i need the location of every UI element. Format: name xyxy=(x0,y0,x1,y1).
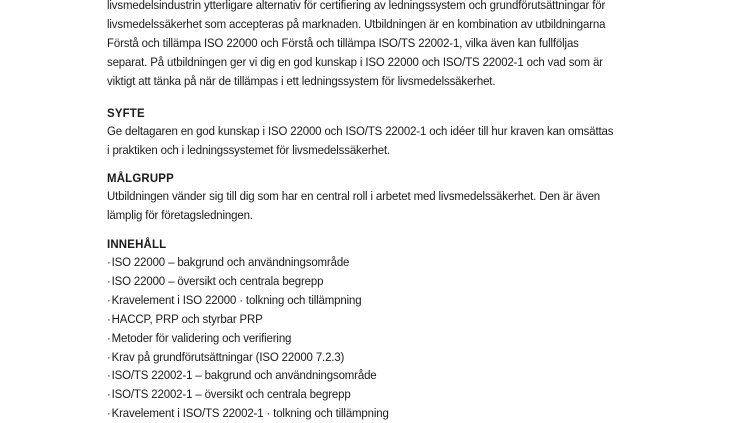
list-item xyxy=(107,329,600,348)
list-item xyxy=(107,253,600,272)
list-item xyxy=(107,366,600,385)
section-heading: MÅLGRUPP xyxy=(107,171,174,185)
bullet: · xyxy=(107,349,111,364)
malgrupp-line: Utbildningen vänder sig till dig som har en central roll i arbetet med livsmedelssäkerhet. Den är även xyxy=(107,189,601,203)
list-item-text: ISO/TS 22002-1 – översikt och centrala begrepp xyxy=(111,387,351,402)
intro-line: livsmedelssäkerhet som accepteras på marknaden. Utbildningen är en kombination av utbildningarna xyxy=(107,16,606,31)
content-list xyxy=(107,253,637,423)
list-item-text: Kravelement i ISO/TS 22002-1 · tolkning och tillämpning xyxy=(111,406,389,421)
list-item xyxy=(107,310,600,329)
list-item-text: Krav på grundförutsättningar (ISO 22000 7.2.3) xyxy=(111,349,345,364)
list-item-text: Kravelement i ISO 22000 · tolkning och tillämpning xyxy=(111,292,362,307)
bullet: · xyxy=(107,368,111,383)
list-item xyxy=(107,272,600,291)
list-item-text: ISO 22000 – bakgrund och användningsområde xyxy=(111,255,350,269)
bullet: · xyxy=(107,387,111,402)
bullet: · xyxy=(107,255,111,269)
list-item xyxy=(107,348,600,367)
bullet: · xyxy=(107,292,111,307)
bullet: · xyxy=(107,330,111,345)
bullet: · xyxy=(107,273,111,288)
syfte-section xyxy=(107,104,637,160)
intro-line: viktigt att tänka på när de tillämpas i ett ledningssystem för livsmedelssäkerhet. xyxy=(107,73,496,88)
syfte-line: i praktiken och i ledningssystemet för livsmedelssäkerhet. xyxy=(107,142,391,157)
list-item xyxy=(107,404,600,423)
list-item-text: HACCP, PRP och styrbar PRP xyxy=(111,311,263,326)
malgrupp-section xyxy=(107,169,637,225)
list-item xyxy=(107,291,600,310)
intro-line: livsmedelsindustrin ytterligare alternativ för certifiering av ledningssystem och grundförutsättningar för xyxy=(107,0,606,12)
intro-section xyxy=(107,0,637,91)
malgrupp-line: lämplig för företagsledningen. xyxy=(107,207,253,222)
list-item-text: ISO 22000 – översikt och centrala begrepp xyxy=(111,273,324,288)
bullet: · xyxy=(107,406,111,421)
list-item-text: ISO/TS 22002-1 – bakgrund och användningsområde xyxy=(111,368,377,383)
section-heading: SYFTE xyxy=(107,106,145,120)
syfte-line: Ge deltagaren en god kunskap i ISO 22000 och ISO/TS 22002-1 och idéer till hur kraven kan omsättas xyxy=(107,124,614,138)
list-item xyxy=(107,385,600,404)
intro-line: separat. På utbildningen ger vi dig en god kunskap i ISO 22000 och ISO/TS 22002-1 och vad som är xyxy=(107,54,603,69)
section-heading: INNEHÅLL xyxy=(107,237,167,251)
intro-line: Förstå och tillämpa ISO 22000 och Förstå och tillämpa ISO/TS 22002-1, vilka även kan fullföljas xyxy=(107,35,579,50)
innehall-section xyxy=(107,235,637,423)
list-item-text: Metoder för validering och verifiering xyxy=(111,330,292,345)
bullet: · xyxy=(107,311,111,326)
